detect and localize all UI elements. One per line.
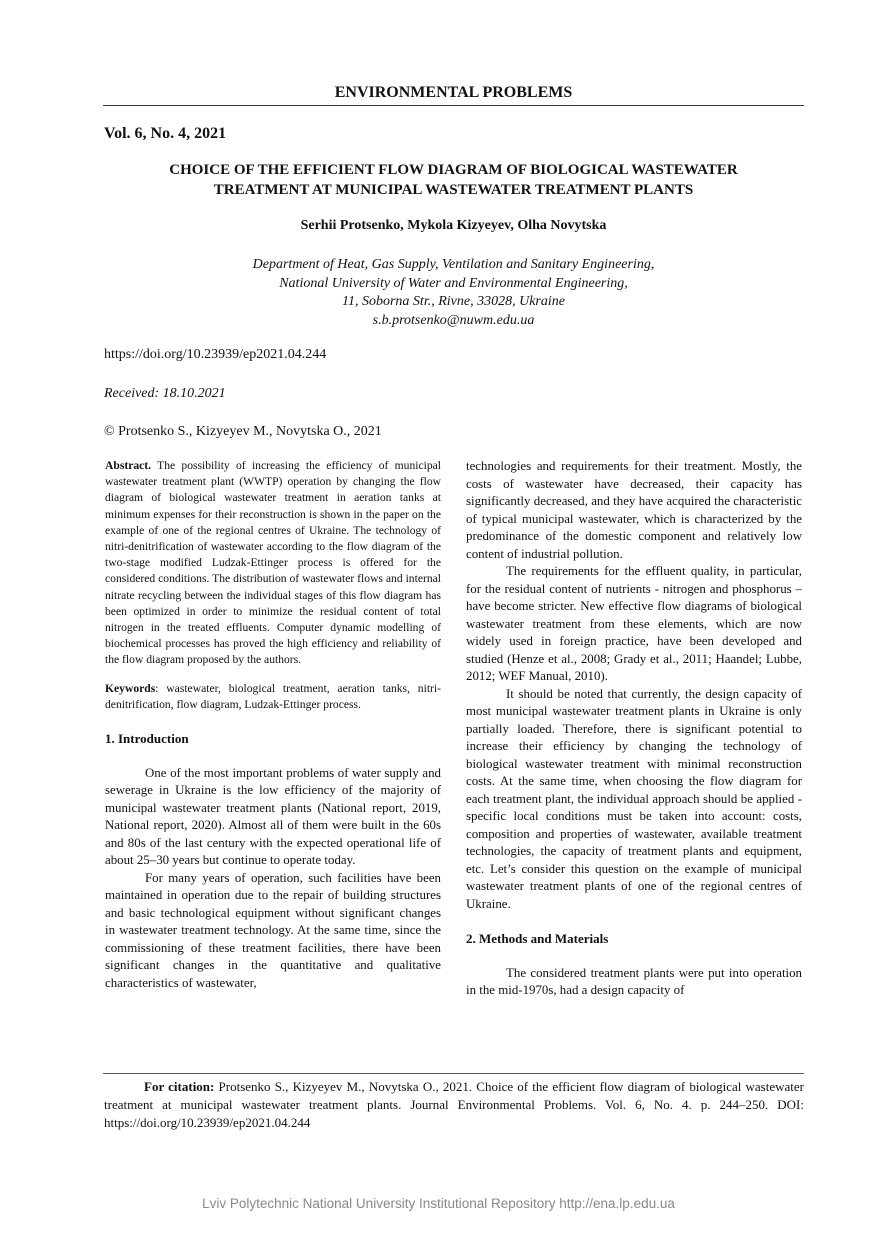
paragraph: The considered treatment plants were put into operation in the mid-1970s, had a design capacity of — [466, 965, 802, 997]
abstract — [105, 458, 441, 669]
abstract-label: Abstract. — [105, 459, 152, 472]
journal-name: ENVIRONMENTAL PROBLEMS — [103, 84, 804, 106]
affiliation-address: 11, Soborna Str., Rivne, 33028, Ukraine — [342, 294, 565, 309]
authors: Serhii Protsenko, Mykola Kizyeyev, Olha Novytska — [300, 218, 607, 233]
author-email-link[interactable]: s.b.protsenko@nuwm.edu.ua — [372, 312, 535, 328]
doi-link[interactable]: https://doi.org/10.23939/ep2021.04.244 — [104, 347, 327, 362]
citation — [104, 1078, 804, 1132]
affiliation-department: Department of Heat, Gas Supply, Ventilation and Sanitary Engineering, — [252, 257, 655, 272]
paragraph: The requirements for the effluent quality, in particular, for the residual content of nutrients - nitrogen and phosphorus – have become stricter. New effective flow diagrams of biological wastewater treatment from these elements, which are now widely used in foreign practice, have been developed and studied (Henze et al., 2008; Grady et al., 2011; Haandel; Lubbe, 2012; WEF Manual, 2010). — [466, 564, 802, 683]
citation-text: Protsenko S., Kizyeyev M., Novytska O., 2021. Choice of the efficient flow diagram of biological wastewater treatment at municipal wastewater treatment plants. Journal Environmental Problems. Vol. 6, No. 4. p. 244–250. DOI: https://doi.org/10.23939/ep2021.04.244 — [104, 1079, 804, 1130]
keywords — [105, 681, 441, 713]
section-heading-introduction: 1. Introduction — [105, 731, 189, 747]
affiliation — [103, 256, 804, 330]
keywords-label: Keywords — [105, 681, 156, 695]
section-heading-methods: 2. Methods and Materials — [466, 931, 609, 946]
title-line-2: TREATMENT AT MUNICIPAL WASTEWATER TREATMENT PLANTS — [213, 182, 694, 198]
article-title — [103, 160, 804, 200]
paragraph: technologies and requirements for their treatment. Mostly, the costs of wastewater have decreased, their capacity has significantly decreased, and they have acquired the characteristic of typical municipal wastewater, which is characterized by the predominance of the domestic component and relatively low content of industrial pollution. — [466, 459, 802, 561]
abstract-text: The possibility of increasing the efficiency of municipal wastewater treatment plant (WWTP) operation by changing the flow diagram of biological wastewater treatment in aeration tanks at minimum expenses for their reconstruction is shown in the paper on the example of one of the regional centres of Ukraine. The technology of nitri-denitrification of wastewater according to the flow diagram of the two-stage modified Ludzak-Ettinger process is offered for the considered conditions. The distribution of wastewater flows and internal nitrate recycling between the individual stages of this flow diagram has been optimized in order to minimize the residual content of total nitrogen in the treated effluents. Computer dynamic modelling of biochemical processes has proved the high efficiency and reliability of the flow diagram proposed by the authors. — [105, 459, 441, 667]
affiliation-university: National University of Water and Environmental Engineering, — [279, 275, 628, 291]
paragraph: One of the most important problems of water supply and sewerage in Ukraine is the low efficiency of the majority of municipal wastewater treatment plants (National report, 2019, National report, 2020). Almost all of them were built in the 60s and 80s of the last century with the expected operational life of about 25–30 years but continue to operate today. — [105, 765, 441, 868]
repository-footer: Lviv Polytechnic National University Institutional Repository http://ena.lp.edu.ua — [202, 1196, 675, 1211]
paragraph: It should be noted that currently, the design capacity of most municipal wastewater treatment plants in Ukraine is only partially loaded. Therefore, there is significant potential to increase their efficiency by changing the technology of biological wastewater treatment with minimal reconstruction costs. At the same time, when choosing the flow diagram for each treatment plant, the individual approach should be applied - specific local conditions must be taken into account: costs, composition and properties of wastewater, available treatment technologies, the capacity of treatment plants and equipment, etc. Let’s consider this question on the example of municipal wastewater treatment plants of one of the regional centres of Ukraine. — [466, 686, 802, 911]
received-date: Received: 18.10.2021 — [104, 386, 226, 401]
citation-label: For citation: — [144, 1079, 215, 1094]
right-column — [466, 458, 802, 1000]
copyright: © Protsenko S., Kizyeyev M., Novytska O., 2021 — [104, 424, 382, 439]
keywords-text: : wastewater, biological treatment, aeration tanks, nitri-denitrification, flow diagram, Ludzak-Ettinger process. — [105, 681, 441, 711]
left-column — [105, 458, 441, 992]
paragraph: For many years of operation, such facilities have been maintained in operation due to the repair of building structures and basic technological equipment without significant changes in wastewater treatment technology. At the same time, since the commissioning of these treatment facilities, there have been significant changes in the quantitative and qualitative characteristics of wastewater, — [105, 870, 441, 990]
citation-divider — [103, 1073, 804, 1074]
title-line-1: CHOICE OF THE EFFICIENT FLOW DIAGRAM OF BIOLOGICAL WASTEWATER — [169, 162, 738, 178]
volume-issue: Vol. 6, No. 4, 2021 — [104, 125, 227, 142]
